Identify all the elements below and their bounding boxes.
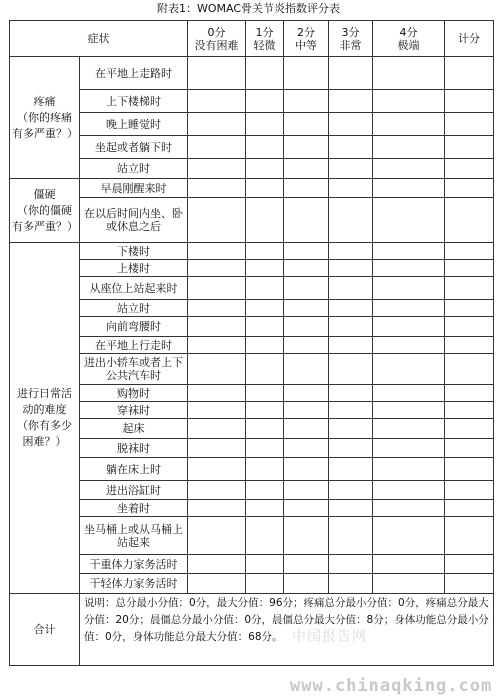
score-cell-1[interactable]: [246, 385, 284, 402]
symptom-item: 早晨刚醒来时: [80, 179, 188, 198]
total-cell[interactable]: [445, 159, 494, 179]
symptom-item: 在平地上走路时: [80, 57, 188, 90]
score-cell-0[interactable]: [188, 354, 246, 385]
watermark-cn: 中国报告网: [292, 629, 367, 645]
score-cell-4[interactable]: [373, 159, 445, 179]
score-cell-1[interactable]: [246, 500, 284, 517]
symptom-item: 坐马桶上或从马桶上站起来: [80, 517, 188, 555]
symptom-row: [10, 385, 494, 402]
summary-note: 说明：总分最小分值：0分，最大分值：96分；疼痛总分最小分值：0分，疼痛总分最大分值：20分；晨僵总分最小分值：0分，晨僵总分最大分值：8分；身体功能总分最小分值：0分，身体功能总分最大分值：68分。: [80, 594, 494, 666]
score-cell-0[interactable]: [188, 481, 246, 500]
header-score-1: 1分 轻微: [246, 21, 284, 57]
header-score-4: 4分 极端: [373, 21, 445, 57]
total-cell[interactable]: [445, 517, 494, 555]
score-cell-4[interactable]: [373, 57, 445, 90]
score-cell-0[interactable]: [188, 260, 246, 277]
total-cell[interactable]: [445, 439, 494, 458]
header-score-2: 2分 中等: [284, 21, 329, 57]
score-cell-4[interactable]: [373, 481, 445, 500]
score-cell-4[interactable]: [373, 574, 445, 594]
score-cell-2[interactable]: [284, 517, 329, 555]
score-cell-3[interactable]: [329, 500, 373, 517]
score-cell-0[interactable]: [188, 402, 246, 419]
score-cell-3[interactable]: [329, 517, 373, 555]
symptom-item: 晚上睡觉时: [80, 113, 188, 136]
total-cell[interactable]: [445, 317, 494, 337]
score-cell-3[interactable]: [329, 277, 373, 300]
score-cell-2[interactable]: [284, 260, 329, 277]
total-cell[interactable]: [445, 179, 494, 198]
score-cell-4[interactable]: [373, 337, 445, 354]
symptom-row: [10, 317, 494, 337]
score-cell-3[interactable]: [329, 113, 373, 136]
total-cell[interactable]: [445, 260, 494, 277]
score-cell-0[interactable]: [188, 159, 246, 179]
score-cell-3[interactable]: [329, 402, 373, 419]
symptom-row: [10, 402, 494, 419]
score-cell-0[interactable]: [188, 574, 246, 594]
symptom-row: [10, 458, 494, 481]
symptom-item: 起床: [80, 419, 188, 439]
symptom-row: [10, 300, 494, 317]
symptom-item: 购物时: [80, 385, 188, 402]
total-cell[interactable]: [445, 354, 494, 385]
score-cell-2[interactable]: [284, 439, 329, 458]
category-pain: 疼痛 （你的疼痛有多严重？）: [10, 57, 80, 179]
total-cell[interactable]: [445, 574, 494, 594]
symptom-row: [10, 337, 494, 354]
score-cell-3[interactable]: [329, 300, 373, 317]
score-cell-4[interactable]: [373, 439, 445, 458]
score-cell-0[interactable]: [188, 113, 246, 136]
score-cell-0[interactable]: [188, 90, 246, 113]
score-cell-1[interactable]: [246, 402, 284, 419]
symptom-row: [10, 354, 494, 385]
symptom-item: 干轻体力家务活时: [80, 574, 188, 594]
score-cell-0[interactable]: [188, 198, 246, 243]
score-cell-4[interactable]: [373, 90, 445, 113]
score-cell-2[interactable]: [284, 337, 329, 354]
score-cell-4[interactable]: [373, 354, 445, 385]
score-cell-3[interactable]: [329, 179, 373, 198]
score-cell-1[interactable]: [246, 136, 284, 159]
symptom-item: 进出浴缸时: [80, 481, 188, 500]
score-cell-1[interactable]: [246, 574, 284, 594]
score-cell-3[interactable]: [329, 419, 373, 439]
score-cell-3[interactable]: [329, 260, 373, 277]
total-cell[interactable]: [445, 90, 494, 113]
score-cell-0[interactable]: [188, 243, 246, 260]
score-cell-3[interactable]: [329, 136, 373, 159]
score-cell-2[interactable]: [284, 555, 329, 574]
symptom-item: 上下楼梯时: [80, 90, 188, 113]
score-cell-0[interactable]: [188, 555, 246, 574]
symptom-row: [10, 419, 494, 439]
total-cell[interactable]: [445, 198, 494, 243]
symptom-item: 坐着时: [80, 500, 188, 517]
score-cell-1[interactable]: [246, 317, 284, 337]
score-cell-4[interactable]: [373, 458, 445, 481]
score-cell-3[interactable]: [329, 159, 373, 179]
score-cell-2[interactable]: [284, 159, 329, 179]
score-cell-0[interactable]: [188, 500, 246, 517]
score-cell-3[interactable]: [329, 458, 373, 481]
watermark-url: www.chinaqking.com: [290, 676, 493, 696]
symptom-item: 躺在床上时: [80, 458, 188, 481]
score-cell-1[interactable]: [246, 419, 284, 439]
symptom-item: 下楼时: [80, 243, 188, 260]
score-cell-4[interactable]: [373, 260, 445, 277]
score-cell-1[interactable]: [246, 517, 284, 555]
score-cell-0[interactable]: [188, 458, 246, 481]
symptom-row: [10, 260, 494, 277]
score-cell-3[interactable]: [329, 317, 373, 337]
symptom-row: [10, 481, 494, 500]
score-cell-1[interactable]: [246, 458, 284, 481]
summary-label: 合计: [10, 594, 80, 666]
header-symptom: 症状: [10, 21, 188, 57]
score-cell-1[interactable]: [246, 354, 284, 385]
score-cell-4[interactable]: [373, 243, 445, 260]
total-cell[interactable]: [445, 300, 494, 317]
header-score-0: 0分 没有困难: [188, 21, 246, 57]
score-cell-1[interactable]: [246, 243, 284, 260]
symptom-item: 进出小轿车或者上下公共汽车时: [80, 354, 188, 385]
score-cell-1[interactable]: [246, 159, 284, 179]
symptom-row: [10, 136, 494, 159]
score-cell-3[interactable]: [329, 385, 373, 402]
symptom-item: 在平地上行走时: [80, 337, 188, 354]
symptom-item: 站立时: [80, 300, 188, 317]
score-cell-4[interactable]: [373, 402, 445, 419]
symptom-row: [10, 277, 494, 300]
score-cell-2[interactable]: [284, 90, 329, 113]
total-cell[interactable]: [445, 337, 494, 354]
score-cell-4[interactable]: [373, 300, 445, 317]
symptom-item: 从座位上站起来时: [80, 277, 188, 300]
score-cell-4[interactable]: [373, 113, 445, 136]
score-cell-1[interactable]: [246, 439, 284, 458]
score-cell-0[interactable]: [188, 57, 246, 90]
score-cell-4[interactable]: [373, 198, 445, 243]
total-cell[interactable]: [445, 243, 494, 260]
symptom-row: [10, 243, 494, 260]
score-cell-0[interactable]: [188, 439, 246, 458]
score-cell-2[interactable]: [284, 402, 329, 419]
symptom-row: [10, 198, 494, 243]
score-cell-0[interactable]: [188, 517, 246, 555]
score-cell-4[interactable]: [373, 136, 445, 159]
score-cell-3[interactable]: [329, 243, 373, 260]
score-cell-0[interactable]: [188, 337, 246, 354]
score-cell-2[interactable]: [284, 458, 329, 481]
symptom-row: [10, 500, 494, 517]
score-cell-4[interactable]: [373, 500, 445, 517]
score-cell-1[interactable]: [246, 555, 284, 574]
score-cell-2[interactable]: [284, 481, 329, 500]
score-cell-2[interactable]: [284, 300, 329, 317]
symptom-row: [10, 159, 494, 179]
score-cell-1[interactable]: [246, 300, 284, 317]
symptom-item: 上楼时: [80, 260, 188, 277]
score-cell-1[interactable]: [246, 260, 284, 277]
score-cell-3[interactable]: [329, 555, 373, 574]
total-cell[interactable]: [445, 402, 494, 419]
score-cell-2[interactable]: [284, 500, 329, 517]
score-cell-0[interactable]: [188, 317, 246, 337]
score-cell-1[interactable]: [246, 179, 284, 198]
symptom-row: [10, 90, 494, 113]
score-cell-2[interactable]: [284, 354, 329, 385]
total-cell[interactable]: [445, 419, 494, 439]
score-cell-2[interactable]: [284, 317, 329, 337]
score-cell-1[interactable]: [246, 57, 284, 90]
symptom-row: [10, 517, 494, 555]
score-cell-4[interactable]: [373, 385, 445, 402]
symptom-row: [10, 439, 494, 458]
score-cell-3[interactable]: [329, 198, 373, 243]
score-cell-0[interactable]: [188, 419, 246, 439]
score-cell-0[interactable]: [188, 277, 246, 300]
score-cell-3[interactable]: [329, 481, 373, 500]
score-cell-1[interactable]: [246, 113, 284, 136]
score-cell-3[interactable]: [329, 337, 373, 354]
total-cell[interactable]: [445, 277, 494, 300]
score-cell-2[interactable]: [284, 385, 329, 402]
score-cell-3[interactable]: [329, 354, 373, 385]
score-cell-2[interactable]: [284, 179, 329, 198]
symptom-item: 坐起或者躺下时: [80, 136, 188, 159]
score-cell-2[interactable]: [284, 574, 329, 594]
total-cell[interactable]: [445, 136, 494, 159]
score-cell-0[interactable]: [188, 179, 246, 198]
score-cell-0[interactable]: [188, 385, 246, 402]
total-cell[interactable]: [445, 555, 494, 574]
symptom-item: 站立时: [80, 159, 188, 179]
total-cell[interactable]: [445, 481, 494, 500]
symptom-item: 干重体力家务活时: [80, 555, 188, 574]
symptom-row: [10, 555, 494, 574]
score-cell-1[interactable]: [246, 198, 284, 243]
score-cell-2[interactable]: [284, 243, 329, 260]
score-cell-1[interactable]: [246, 277, 284, 300]
summary-row: [10, 594, 494, 666]
score-cell-0[interactable]: [188, 300, 246, 317]
score-cell-3[interactable]: [329, 574, 373, 594]
score-cell-3[interactable]: [329, 57, 373, 90]
total-cell[interactable]: [445, 57, 494, 90]
header-total: 计分: [445, 21, 494, 57]
symptom-row: [10, 113, 494, 136]
score-cell-0[interactable]: [188, 136, 246, 159]
score-cell-2[interactable]: [284, 136, 329, 159]
total-cell[interactable]: [445, 500, 494, 517]
score-cell-4[interactable]: [373, 419, 445, 439]
total-cell[interactable]: [445, 113, 494, 136]
symptom-row: [10, 179, 494, 198]
score-cell-2[interactable]: [284, 113, 329, 136]
score-cell-2[interactable]: [284, 277, 329, 300]
score-cell-1[interactable]: [246, 90, 284, 113]
score-cell-4[interactable]: [373, 555, 445, 574]
page-title: 附表1：WOMAC骨关节炎指数评分表: [156, 2, 341, 15]
score-cell-2[interactable]: [284, 198, 329, 243]
score-cell-1[interactable]: [246, 481, 284, 500]
symptom-item: 向前弯腰时: [80, 317, 188, 337]
category-function: 进行日常活动的难度 （你有多少困难？）: [10, 243, 80, 594]
score-cell-4[interactable]: [373, 517, 445, 555]
total-cell[interactable]: [445, 458, 494, 481]
total-cell[interactable]: [445, 385, 494, 402]
womac-score-table: [9, 20, 494, 666]
score-cell-4[interactable]: [373, 317, 445, 337]
score-cell-2[interactable]: [284, 419, 329, 439]
header-score-3: 3分 非常: [329, 21, 373, 57]
symptom-item: 脱袜时: [80, 439, 188, 458]
category-stiffness: 僵硬 （你的僵硬有多严重？）: [10, 179, 80, 243]
header-row: [10, 21, 494, 57]
score-cell-4[interactable]: [373, 179, 445, 198]
score-cell-1[interactable]: [246, 337, 284, 354]
symptom-item: 穿袜时: [80, 402, 188, 419]
score-cell-4[interactable]: [373, 277, 445, 300]
score-cell-3[interactable]: [329, 439, 373, 458]
symptom-row: [10, 574, 494, 594]
score-cell-2[interactable]: [284, 57, 329, 90]
score-cell-3[interactable]: [329, 90, 373, 113]
symptom-row: [10, 57, 494, 90]
symptom-item: 在以后时间内坐、卧或休息之后: [80, 198, 188, 243]
